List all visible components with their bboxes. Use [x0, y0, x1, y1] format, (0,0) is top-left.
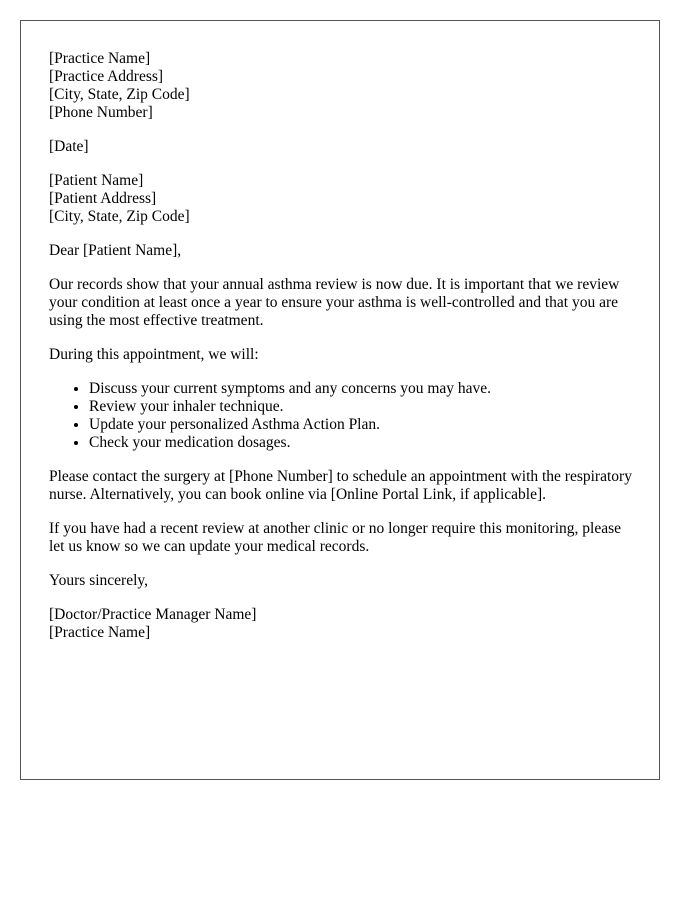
recipient-address-block [49, 172, 639, 226]
recipient-address: [Patient Address] [49, 190, 157, 207]
list-item: • Update your personalized Asthma Action Plan. [89, 416, 639, 434]
recipient-name: [Patient Name] [49, 172, 144, 189]
letter-date: [Date] [49, 138, 89, 155]
salutation: Dear [Patient Name], [49, 242, 182, 259]
contact-paragraph: Please contact the surgery at [Phone Number] to schedule an appointment with the respiratory nurse. Alternatively, you can book online via [Online Portal Link, if applicable]. [49, 468, 632, 503]
intro-paragraph: Our records show that your annual asthma review is now due. It is important that we review your condition at least once a year to ensure your asthma is well-controlled and that you are using the most effective treatment. [49, 276, 620, 329]
list-item: • Review your inhaler technique. [89, 398, 639, 416]
letter-content [49, 50, 639, 658]
date-block [49, 138, 639, 156]
sender-practice-name: [Practice Name] [49, 50, 151, 67]
list-item: • Discuss your current symptoms and any concerns you may have. [89, 380, 639, 398]
signature-name: [Doctor/Practice Manager Name] [49, 606, 257, 623]
recent-review-paragraph: If you have had a recent review at another clinic or no longer require this monitoring, please let us know so we can update your medical records. [49, 520, 621, 555]
closing: Yours sincerely, [49, 572, 149, 589]
sender-phone: [Phone Number] [49, 104, 153, 121]
signature-practice: [Practice Name] [49, 624, 151, 641]
sender-practice-address: [Practice Address] [49, 68, 164, 85]
sender-city-state-zip: [City, State, Zip Code] [49, 86, 190, 103]
sender-address-block [49, 50, 639, 122]
signature-block [49, 606, 639, 642]
recipient-city-state-zip: [City, State, Zip Code] [49, 208, 190, 225]
list-intro: During this appointment, we will: [49, 346, 259, 363]
appointment-task-list [49, 380, 639, 452]
list-item: • Check your medication dosages. [89, 434, 639, 452]
letter-page [20, 20, 660, 780]
